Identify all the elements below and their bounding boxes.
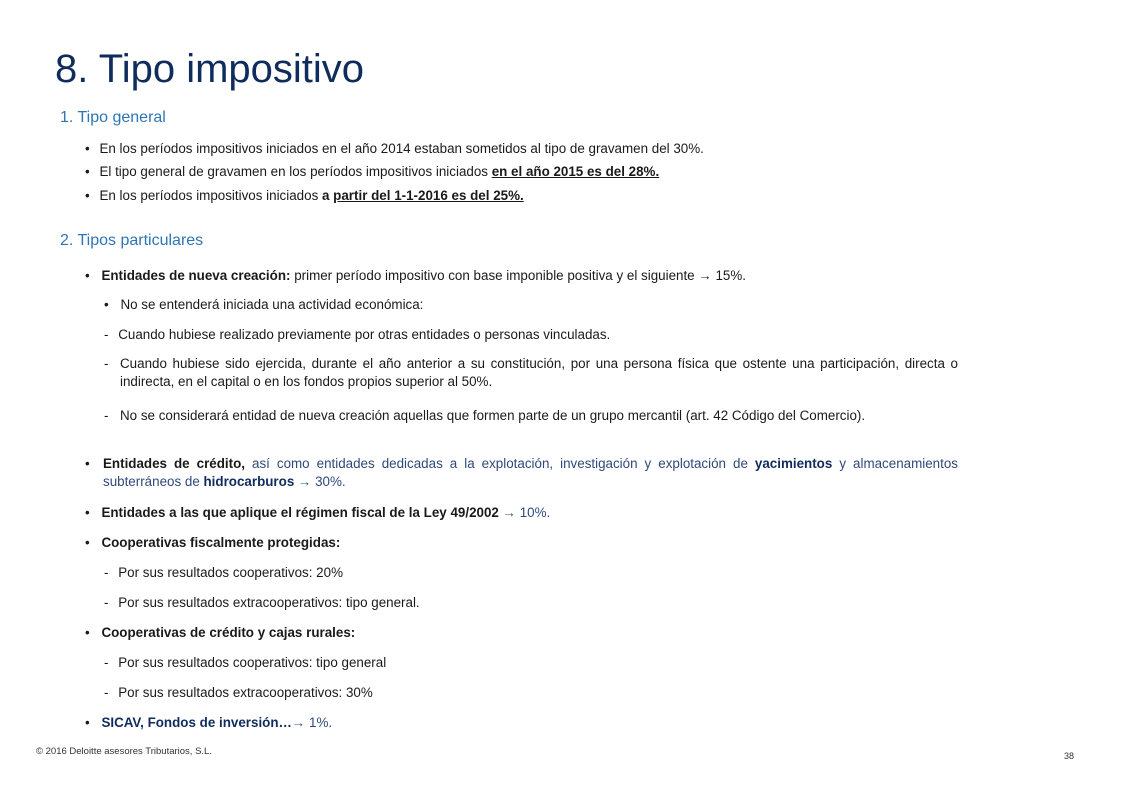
bullet: • <box>85 141 90 156</box>
dash-text: Cuando hubiese sido ejercida, durante el año anterior a su constitución, por una persona física que ostente una participación, directa o indirecta, en el capital o en los fondos propios superior al 50%. <box>120 356 958 389</box>
credito-yacimientos: yacimientos <box>754 456 833 471</box>
list-item-cooperativas-protegidas <box>85 534 340 552</box>
list-item-2016 <box>85 187 524 205</box>
nueva-creacion-label: Entidades de nueva creación: <box>101 268 291 283</box>
dash: - <box>104 685 109 700</box>
dash-item-coop-extra <box>104 594 420 612</box>
dash: - <box>104 327 109 342</box>
section-heading-tipos-particulares: 2. Tipos particulares <box>60 232 204 249</box>
dash-text: No se considerará entidad de nueva creación aquellas que formen parte de un grupo mercantil (art. 42 Código del Comercio). <box>120 408 866 423</box>
page-number: 38 <box>1064 751 1075 761</box>
cajas-label: Cooperativas de crédito y cajas rurales: <box>101 625 356 640</box>
sicav-label: SICAV, Fondos de inversión… <box>101 715 292 730</box>
list-item-ley-49-2002 <box>85 504 550 522</box>
dash: - <box>104 408 109 423</box>
dash-text: Cuando hubiese realizado previamente por otras entidades o personas vinculadas. <box>118 327 611 342</box>
credito-rate: → 30%. <box>294 474 346 489</box>
rate-2015: en el año 2015 es del 28%. <box>491 164 660 179</box>
item-text: El tipo general de gravamen en los períodos impositivos iniciados <box>99 164 492 179</box>
bullet: • <box>85 188 90 203</box>
dash-text: Por sus resultados cooperativos: tipo general <box>118 655 387 670</box>
ley-rate: → 10%. <box>498 505 551 520</box>
dash-text: Por sus resultados extracooperativos: tipo general. <box>118 595 420 610</box>
credito-text-2: y almacenamientos subterráneos de <box>103 456 958 489</box>
footer-copyright: © 2016 Deloitte asesores Tributarios, S.L. <box>36 746 212 757</box>
section-heading-tipo-general: 1. Tipo general <box>60 109 166 126</box>
bullet: • <box>85 535 90 550</box>
list-item-entidades-credito <box>85 455 958 491</box>
list-item-nueva-creacion <box>85 267 746 285</box>
bullet: • <box>85 164 90 179</box>
dash: - <box>104 356 109 371</box>
item-text: En los períodos impositivos iniciados en el año 2014 estaban sometidos al tipo de gravamen del 30%. <box>99 141 704 156</box>
dash-item-coop-resultados <box>104 564 343 582</box>
bullet: • <box>85 715 90 730</box>
bullet: • <box>104 297 109 312</box>
credito-hidrocarburos: hidrocarburos <box>203 474 295 489</box>
dash: - <box>104 565 109 580</box>
dash-item-vinculadas <box>104 326 610 344</box>
nueva-creacion-text: primer período impositivo con base imponible positiva y el siguiente → 15%. <box>290 268 746 283</box>
bullet: • <box>85 625 90 640</box>
sub-item-no-iniciada <box>104 296 423 314</box>
bullet: • <box>85 268 90 283</box>
rate-2016: partir del 1-1-2016 es del 25%. <box>333 188 524 203</box>
dash: - <box>104 595 109 610</box>
item-text-bold: a <box>321 188 330 203</box>
dash-item-cajas-extra <box>104 684 373 702</box>
credito-text: así como entidades dedicadas a la explotación, investigación y explotación de <box>245 456 755 471</box>
list-item-2014 <box>85 140 704 158</box>
bullet: • <box>85 505 90 520</box>
list-item-cajas-rurales <box>85 624 355 642</box>
item-text: En los períodos impositivos iniciados <box>99 188 322 203</box>
sicav-rate: → 1%. <box>291 715 333 730</box>
dash-text: Por sus resultados cooperativos: 20% <box>118 565 343 580</box>
credito-label: Entidades de crédito, <box>103 456 245 471</box>
bullet: • <box>85 456 90 471</box>
sub-item-text: No se entenderá iniciada una actividad económica: <box>120 297 424 312</box>
dash-item-cajas-resultados <box>104 654 386 672</box>
page-title: 8. Tipo impositivo <box>55 47 365 91</box>
ley-label: Entidades a las que aplique el régimen fiscal de la Ley 49/2002 <box>101 505 499 520</box>
cooperativas-label: Cooperativas fiscalmente protegidas: <box>101 535 341 550</box>
dash: - <box>104 655 109 670</box>
list-item-2015 <box>85 163 659 181</box>
list-item-sicav <box>85 714 332 732</box>
dash-item-grupo-mercantil <box>104 407 958 425</box>
dash-text: Por sus resultados extracooperativos: 30% <box>118 685 373 700</box>
dash-item-persona-fisica <box>104 355 958 391</box>
